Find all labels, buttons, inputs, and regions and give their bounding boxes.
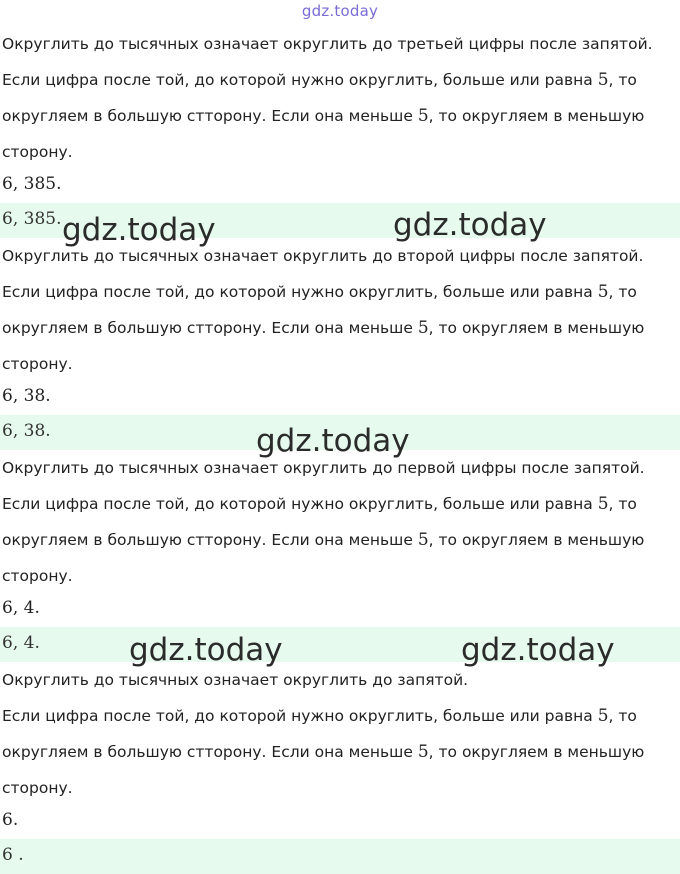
rule-line-1	[2, 458, 645, 478]
rule-line-3	[2, 742, 644, 762]
math-value: 5	[417, 318, 429, 338]
rule-text: , то округляем в меньшую	[428, 531, 645, 549]
rule-line-1	[2, 670, 468, 690]
watermark: gdz.today	[129, 632, 283, 668]
math-value: 5	[417, 742, 429, 762]
rule-line-2	[2, 706, 637, 726]
result-value: 6, 4.	[2, 598, 40, 618]
rule-text: Если цифра после той, до которой нужно округлить, больше или равна	[2, 495, 598, 513]
rule-line-3	[2, 318, 644, 338]
rule-text: округляем в большую стторону. Если она меньше	[2, 107, 418, 125]
answer-highlight	[0, 839, 680, 874]
answer-value: 6 .	[2, 845, 24, 865]
rule-text: , то	[608, 283, 637, 301]
rule-text: , то	[608, 495, 637, 513]
rule-line-1	[2, 246, 643, 266]
math-value: 5	[597, 70, 609, 90]
rule-line-4	[2, 566, 73, 586]
math-value: 5	[597, 282, 609, 302]
rule-text: , то округляем в меньшую	[428, 743, 645, 761]
rule-line-4	[2, 354, 73, 374]
math-value: 5	[597, 494, 609, 514]
rule-text: , то округляем в меньшую	[428, 107, 645, 125]
rule-line-4	[2, 142, 73, 162]
result-value: 6, 385.	[2, 174, 62, 194]
math-value: 5	[597, 706, 609, 726]
rule-text: сторону.	[2, 143, 73, 161]
rule-text: Если цифра после той, до которой нужно округлить, больше или равна	[2, 71, 598, 89]
rule-text: Округлить до тысячных означает округлить до первой цифры после запятой.	[2, 459, 645, 477]
rule-text: округляем в большую стторону. Если она меньше	[2, 531, 418, 549]
watermark: gdz.today	[461, 632, 615, 668]
rule-text: округляем в большую стторону. Если она меньше	[2, 319, 418, 337]
math-value: 5	[417, 530, 429, 550]
watermark: gdz.today	[256, 423, 410, 459]
rule-text: сторону.	[2, 355, 73, 373]
rule-line-3	[2, 106, 644, 126]
rule-text: Округлить до тысячных означает округлить до третьей цифры после запятой.	[2, 35, 653, 53]
rule-text: округляем в большую стторону. Если она меньше	[2, 743, 418, 761]
rule-text: , то	[608, 71, 637, 89]
rule-text: сторону.	[2, 567, 73, 585]
rule-text: Если цифра после той, до которой нужно округлить, больше или равна	[2, 283, 598, 301]
watermark: gdz.today	[62, 212, 216, 248]
site-header[interactable]: gdz.today	[301, 2, 379, 20]
rule-line-3	[2, 530, 644, 550]
result-value: 6.	[2, 810, 19, 830]
rule-text: Если цифра после той, до которой нужно округлить, больше или равна	[2, 707, 598, 725]
rule-text: , то	[608, 707, 637, 725]
result-value: 6, 38.	[2, 386, 51, 406]
rule-line-1	[2, 34, 653, 54]
math-value: 5	[417, 106, 429, 126]
rule-line-2	[2, 494, 637, 514]
answer-value: 6, 385.	[2, 209, 62, 229]
rule-line-4	[2, 778, 73, 798]
answer-value: 6, 38.	[2, 421, 51, 441]
rule-line-2	[2, 70, 637, 90]
rule-text: , то округляем в меньшую	[428, 319, 645, 337]
rule-line-2	[2, 282, 637, 302]
rule-text: Округлить до тысячных означает округлить до запятой.	[2, 671, 469, 689]
rule-text: сторону.	[2, 779, 73, 797]
answer-value: 6, 4.	[2, 633, 40, 653]
rule-text: Округлить до тысячных означает округлить до второй цифры после запятой.	[2, 247, 644, 265]
watermark: gdz.today	[393, 207, 547, 243]
